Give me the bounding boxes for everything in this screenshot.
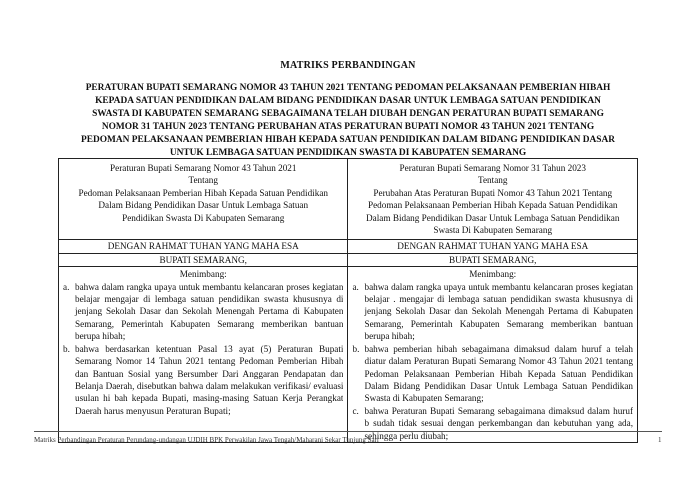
item-text: bahwa dalam rangka upaya untuk membantu kelancaran proses kegiatan belajar . mengajar di lembaga satuan pendidikan swasta khususnya di jenjang Sekolah Dasar dan Sekolah Menengah Pertama di Kabupaten Semarang, Pemerintah Kabupaten Semarang memberikan bantuan berupa hibah; <box>364 281 633 342</box>
item-text: bahwa berdasarkan ketentuan Pasal 13 ayat (5) Peraturan Bupati Semarang Nomor 14 Tahun 2021 tentang Pedoman Pemberian Hibah dan Bantuan Sosial yang Bersumber Dari Anggaran Pendapatan dan Belanja Daerah, disebutkan bahwa dalam melakukan verifikasi/ evaluasi usulan hi bah kepada Bupati, masing-masing Satuan Kerja Perangkat Daerah harus menyusun Peraturan Bupati; <box>75 343 344 416</box>
right-header-line: Tentang <box>478 175 508 186</box>
right-header-cell <box>348 159 638 240</box>
left-header-line: Peraturan Bupati Semarang Nomor 43 Tahun 2021 <box>110 163 297 173</box>
item-marker: a. <box>352 281 359 292</box>
list-item <box>352 405 633 442</box>
left-rahmat: DENGAN RAHMAT TUHAN YANG MAHA ESA <box>59 240 348 253</box>
item-text: bahwa pemberian hibah sebagaimana dimaksud dalam huruf a telah diatur dalam Peraturan Bupati Semarang Nomor 43 Tahun 2021 tentang Pedoman Pelaksanaan Pemberian Hibah Kepada Satuan Pendidikan Dalam Bidang Pendidikan Dasar Untuk Lembaga Satuan Pendidikan Swasta di Kabupaten Semarang; <box>364 343 633 404</box>
item-marker: a. <box>63 281 70 292</box>
right-header-line: Peraturan Bupati Semarang Nomor 31 Tahun 2023 <box>399 163 586 173</box>
left-considerations-list <box>63 281 343 417</box>
list-item <box>352 343 633 405</box>
bupati-row <box>59 253 638 266</box>
heading-line: KEPADA SATUAN PENDIDIKAN DALAM BIDANG PENDIDIKAN DASAR UNTUK LEMBAGA SATUAN PENDIDIKAN <box>95 96 601 106</box>
right-menimbang-cell <box>348 267 638 443</box>
list-item <box>63 281 343 343</box>
right-header-line: Perubahan Atas Peraturan Bupati Nomor 43 Tahun 2021 Tentang <box>373 187 613 198</box>
left-header-cell <box>59 159 348 240</box>
item-marker: c. <box>352 405 359 416</box>
comparison-table <box>58 158 638 443</box>
right-menimbang-title: Menimbang: <box>469 269 517 280</box>
right-header-line: Swasta Di Kabupaten Semarang <box>433 225 553 236</box>
list-item <box>352 281 633 343</box>
item-marker: b. <box>63 343 70 354</box>
left-menimbang-cell <box>59 267 348 443</box>
item-text: bahwa Peraturan Bupati Semarang sebagaimana dimaksud dalam huruf b sudah tidak sesuai dengan perkembangan dan kebutuhan yang ada, sehingga perlu diubah; <box>364 405 633 441</box>
doc-title: MATRIKS PERBANDINGAN <box>280 60 416 71</box>
right-considerations-list <box>352 281 633 442</box>
list-item <box>63 343 343 417</box>
item-text: bahwa dalam rangka upaya untuk membantu kelancaran proses kegiatan belajar mengajar di lembaga satuan pendidikan swasta khususnya di jenjang Sekolah Dasar dan Sekolah Menengah Pertama di Kabupaten Semarang, Pemerintah Kabupaten Semarang memberikan bantuan berupa hibah; <box>75 281 344 342</box>
regulation-heading <box>60 82 636 160</box>
footer-text: Matriks Perbandingan Peraturan Perundang-undangan UJDIH BPK Perwakilan Jawa Tengah/Maharani Sekar Tunjung Sari <box>34 436 379 444</box>
item-marker: b. <box>352 343 360 354</box>
left-header-line: Pedoman Pelaksanaan Pemberian Hibah Kepada Satuan Pendidikan <box>78 187 328 198</box>
right-header-line: Dalam Bidang Pendidikan Dasar Untuk Lembaga Satuan Pendidikan <box>366 212 620 223</box>
heading-line: UNTUK LEMBAGA SATUAN PENDIDIKAN SWASTA DI KABUPATEN SEMARANG <box>169 148 527 158</box>
heading-line: SWASTA DI KABUPATEN SEMARANG SEBAGAIMANA TELAH DIUBAH DENGAN PERATURAN BUPATI SEMARANG <box>92 109 604 119</box>
right-header-line: Pedoman Pelaksanaan Pemberian Hibah Kepada Satuan Pendidikan <box>367 200 618 211</box>
left-header-line: Dalam Bidang Pendidikan Dasar Untuk Lembaga Satuan <box>98 200 309 211</box>
page-number: 1 <box>658 436 662 444</box>
heading-line: PEDOMAN PELAKSANAAN PEMBERIAN HIBAH KEPADA SATUAN PENDIDIKAN DALAM BIDANG PENDIDIKAN DASAR <box>80 135 616 145</box>
menimbang-row <box>59 267 638 443</box>
left-menimbang-title: Menimbang: <box>179 269 227 280</box>
footer-divider <box>34 431 662 432</box>
header-row <box>59 159 638 240</box>
left-header-line: Tentang <box>188 175 218 186</box>
right-bupati: BUPATI SEMARANG, <box>348 253 638 266</box>
heading-line: NOMOR 31 TAHUN 2023 TENTANG PERUBAHAN ATAS PERATURAN BUPATI NOMOR 43 TAHUN 2021 TENTANG <box>101 122 595 132</box>
left-header-line: Pendidikan Swasta Di Kabupaten Semarang <box>122 212 285 223</box>
right-rahmat: DENGAN RAHMAT TUHAN YANG MAHA ESA <box>348 240 638 253</box>
left-bupati: BUPATI SEMARANG, <box>59 253 348 266</box>
rahmat-row <box>59 240 638 253</box>
heading-line: PERATURAN BUPATI SEMARANG NOMOR 43 TAHUN 2021 TENTANG PEDOMAN PELAKSANAAN PEMBERIAN HIBAH <box>85 83 611 93</box>
